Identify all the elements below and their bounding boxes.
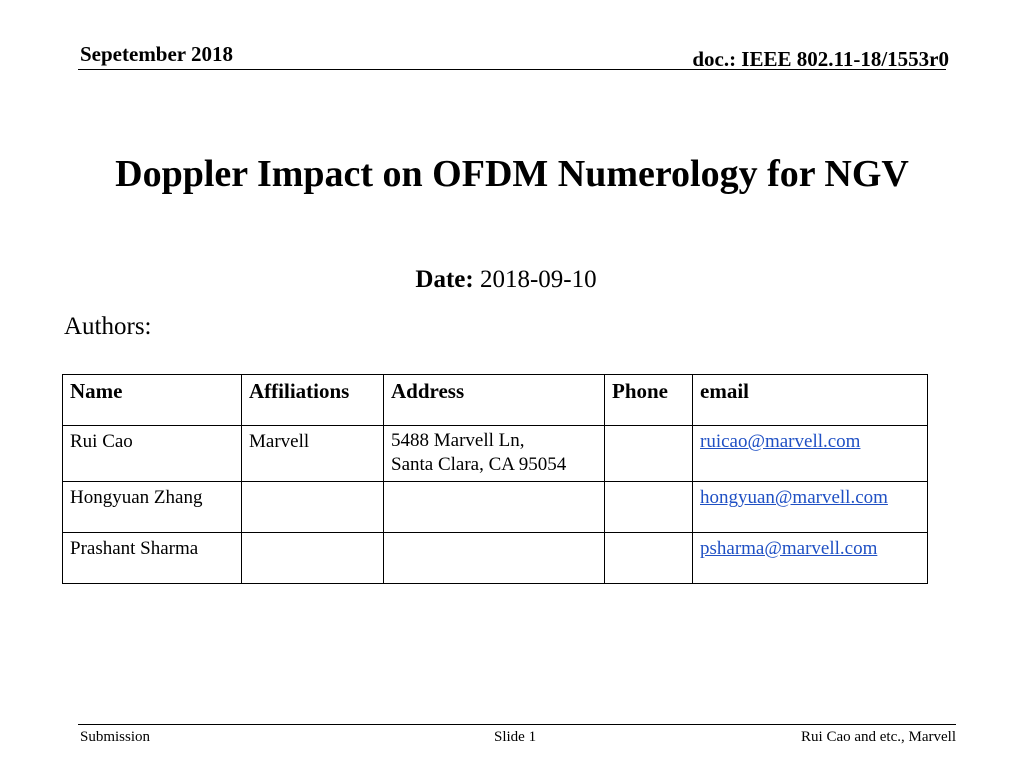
author-affiliation xyxy=(242,533,384,584)
author-name: Prashant Sharma xyxy=(63,533,242,584)
header-date: Sepetember 2018 xyxy=(80,42,233,66)
footer-rule xyxy=(78,724,956,725)
header-rule xyxy=(78,69,946,70)
header-affiliations: Affiliations xyxy=(242,375,384,426)
slide-title: Doppler Impact on OFDM Numerology for NGV xyxy=(115,153,909,195)
authors-table xyxy=(62,374,928,584)
address-line-1: 5488 Marvell Ln, xyxy=(391,430,525,451)
author-email-cell xyxy=(693,426,928,482)
date-line xyxy=(0,266,1012,294)
author-email-cell xyxy=(693,482,928,533)
author-phone xyxy=(605,533,693,584)
table-row xyxy=(63,426,928,482)
author-address xyxy=(384,533,605,584)
author-name: Hongyuan Zhang xyxy=(63,482,242,533)
footer-author: Rui Cao and etc., Marvell xyxy=(801,729,956,745)
header-doc-id: doc.: IEEE 802.11-18/1553r0 xyxy=(692,47,949,71)
author-address xyxy=(384,482,605,533)
table-row xyxy=(63,533,928,584)
author-email-link[interactable]: psharma@marvell.com xyxy=(700,538,878,559)
header-phone: Phone xyxy=(605,375,693,426)
author-phone xyxy=(605,426,693,482)
footer-submission: Submission xyxy=(80,729,151,745)
date-label: Date: xyxy=(415,266,474,293)
header-address: Address xyxy=(384,375,605,426)
author-name: Rui Cao xyxy=(63,426,242,482)
author-phone xyxy=(605,482,693,533)
author-email-cell xyxy=(693,533,928,584)
header-email: email xyxy=(693,375,928,426)
table-header-row xyxy=(63,375,928,426)
author-affiliation: Marvell xyxy=(242,426,384,482)
author-address xyxy=(384,426,605,482)
author-email-link[interactable]: hongyuan@marvell.com xyxy=(700,487,888,508)
authors-label: Authors: xyxy=(64,313,152,340)
footer-slide-number: Slide 1 xyxy=(494,729,537,745)
date-value: 2018-09-10 xyxy=(479,266,597,293)
address-line-2: Santa Clara, CA 95054 xyxy=(391,454,567,475)
table-row xyxy=(63,482,928,533)
header-name: Name xyxy=(63,375,242,426)
author-affiliation xyxy=(242,482,384,533)
author-email-link[interactable]: ruicao@marvell.com xyxy=(700,431,861,452)
